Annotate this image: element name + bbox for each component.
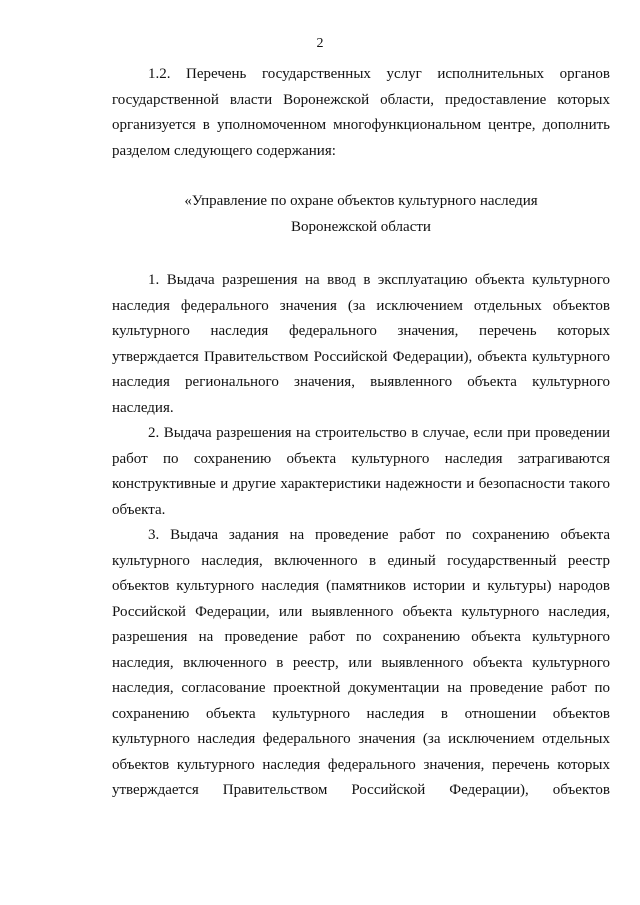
- service-item-3: 3. Выдача задания на проведение работ по сохранению объекта культурного наследия, включенного в единый государственный реестр объектов культурного наследия (памятников истории и культуры) народов Российской Федерации, или выявленного объекта культурного наследия, разрешения на проведение работ по сохранению объекта культурного наследия, включенного в реестр, или выявленного объекта культурного наследия, согласование проектной документации на проведение работ по сохранению объекта культурного наследия в отношении объектов культурного наследия федерального значения (за исключением отдельных объектов культурного наследия федерального значения, перечень которых утверждается Правительством Российской Федерации), объектов: [112, 527, 610, 798]
- section-heading-line-2: Воронежской области: [291, 218, 431, 235]
- intro-paragraph: 1.2. Перечень государственных услуг исполнительных органов государственной власти Воронежской области, предоставление которых организуется в уполномоченном многофункциональном центре, дополнить разделом следующего содержания:: [112, 66, 610, 159]
- document-body: [112, 62, 610, 804]
- section-heading-line-1: «Управление по охране объектов культурного наследия: [184, 193, 538, 209]
- service-item-1: 1. Выдача разрешения на ввод в эксплуатацию объекта культурного наследия федерального значения (за исключением отдельных объектов культурного наследия федерального значения, перечень которых утверждается Правительством Российской Федерации), объекта культурного наследия регионального значения, выявленного объекта культурного наследия.: [112, 272, 610, 416]
- service-item-2: 2. Выдача разрешения на строительство в случае, если при проведении работ по сохранению объекта культурного наследия затрагиваются конструктивные и другие характеристики надежности и безопасности такого объекта.: [112, 425, 610, 518]
- section-heading: [112, 189, 610, 240]
- page-number: 2: [316, 36, 324, 51]
